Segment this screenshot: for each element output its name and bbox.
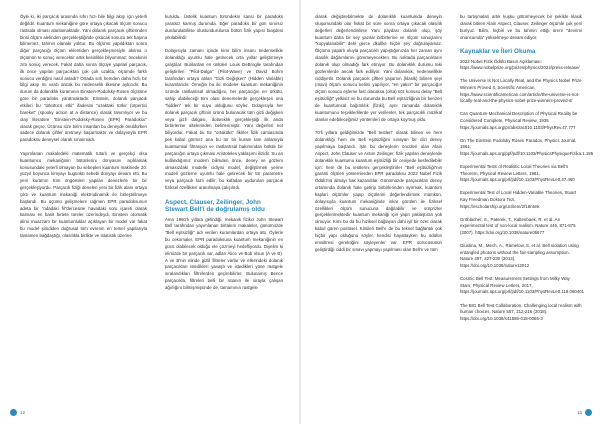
reference-item: Experimental Tests of Realistic Local Theories via Bell's Theorem, Physical Review Letters, 1981, https://journals.aps.org/prl/pdf/10.1103/PhysRevLett.47.460 xyxy=(460,164,575,183)
paragraph: Ama 1960'lı yıllara gelindiği, mekanik fizikci John Stewart Bell tarafından yayımlanan birtakım makaleler, günümüzde "Bell eşitsizliği" adı verilen kuramlardan ortaya attı. Öylerle bu cekomaler, EPR paradoksuna kuantum mekaniğinin en gücü olabilecek olduğu ele çözmeyi hedefliyordu. Diyelim ki elimizde bir parçacık var, adları Alice ve Bob olsun (A ve B). A ve B'nin elinde gizlil filtreler varlar ve ellerindeki dolanık parçacıkları istediklerı yavaşlı ve istedikleri yöne rastgele sıralandıkları filtrelerden geçirebilirler. Bulunamış Bence parçacıkla, filtreleri belli bir nüanın ile sirayla çalışan ağırlığını bilmişmişsinde de, tamamının rastgele xyxy=(165,216,283,290)
paragraph: Öyle ki, iki parçacık arasında sıfırı hızı bile bilgi akışı için yeterli değildir. Kuantum mekaniğine göre ortaya çıkacak ölçüm sonucu rastsala olması alanlamaktadır. Yani dolanık parçacık çiftlerinden birisi ölçüm alelinden gerçekleştiğinde çıkacak sonucu tek başına bilinemez, tahmin olanakı yoktur. Bu ölçümü yapıldıktan sonra diğer parçacığı ölçüm eklentiden gerçekleşmesiyle akılma o ölçümün te sonuç verecektir artık kesinlikle bilyummaz; öncekinin zıttı sonuç verecek. Fakat daha sonra ölçüye yapılan parçacık, ilk önce yapılan parçacıktan çok çok uzakta, ölçümde farklı sonucu verdiğini nasıl anladı? Ortada sırlı hemden daha hızlı bir bilgi akışı mı vardı ancak bu nedenselik ilkesine aykırıdır. Bu durum da dolanıklık kuramının Einstein-Podolsky-Rosen ölçütüne göre bir paradoks yaratmaktadır. Einstein, dolanık parçacık etkileri bu "ürkütücü etki" ifadesini "uzaktaki türkir (ürpertici hareket" (spooky action at a distance) olarak tanımlıyor ve bu olay literatüre "Einstein-Podolsky-Rosen (EPR) Paradoksu" olarak geçse. Ücünsu size birim insanları bu deneyde önüldürken sadece dolanık çiftler üretmeyi başarmaktır ve dolayısıyla EPR paradoksu deneysel olarak sınanmadı. xyxy=(20,14,147,143)
section-heading: Aspect, Clauser, Zeilinger, John Stewart Bell'i de doğrulamış oldu xyxy=(165,198,265,214)
reference-item: Cosmic Bell Test: Measurement Settings from Milky Way Stars, Physical Review Letters, 2017, https://journals.aps.org/prl/pdf/10.1103/PhysRevLett.118.060401 xyxy=(460,276,585,295)
paragraph: kuruldu. Üstelik kuantum türündekin sansı bir paradoks yaratsız karmış durumda. Eğer paradoks bir gün sınırsız durdurulabilirse olustundurulursa bütün fizik yapısı biaşdesi yıkılabilirdi! xyxy=(165,14,283,40)
paragraph: 70'li yıllara geldiğimizde "Bell testleri" olarak bilinen ve hem dolanıklığı hem de Bell eşitsizliğini sınayan bir dizi deney yapılmaya başlandı. İşte bu deneylerin öncüleri olan Alain Aspect, John Clauser ve Anton Zeilinger, fizik yapılan deneylerde dolanıklık kuantumu kuantum eşitsizliği bir ceviyede kesfedilebilir için; hem de bu testlerini gerçekleştirirler "Bell eşitsizliği"nin garanti ölçüleri yöntemlerden EPR paradoksu 2022 Nobel Fizik Ödülü'nü almayı hak kazandılar. Günümüzde parçacıkları deney ortamında dolanık hale getirip birbirlerinden ayırmak, kuantum kaplari ölçümler yapıp ölçülerini değerlendirmek mümkün, dolayısıyla kuantum mekaniğinde inkar görülen ile fiziksel özellikleri ölçüm sonucuna dağılabilir ve sürprizler gerçeklenmektedir kuantum mekaniği için yapıt yaklaştıran yok olmuyor. Kimi bu da bu hiziksel bağlayan dahi iyil bir özet olarak kabul gören postüsel. Kimileri Bell'e de bu teknel bağlantılı çok hiçbir yapı olduğunu söyler, kendisi hayattayken bu ödülün emsiltresi gerektiğini söyleyenler var. EPR sürücüsünün geliştirdiği ciddi bir sınavı yapmayı yapılması olan Bell'e ve tüm xyxy=(315,130,442,252)
reference-item: Can Quantum-Mechanical Description of Physical Reality be Considered Complete, Physical Review, 1935 https://journals.aps.org/pr/abstract/10.1103/PhysRev.47.777 xyxy=(460,111,578,130)
references-heading: Kaynaklar ve İleri Okuma xyxy=(460,48,536,56)
right-page-column-2 xyxy=(460,14,594,329)
reference-item: Experimental Test of Local Hidden-Variable Theories, Stuart Kay Freedman Doktora Tezi, https://escholarship.org/uc/item/2f18n5nk xyxy=(460,190,577,209)
right-page-column-1 xyxy=(315,14,442,260)
paragraph: bu tartışmaları artık kuşku götürmeyecek bir şekilde klasik olarak bitiren Alain Aspect, Clauser, Zeilinger ölçümle çok yeni buriyuz. Bilim, hiçbiri ve bu tahmin ettiği ürere "devrimi onuncuında" yükselmeye devam ediyor. xyxy=(460,14,582,40)
reference-item: The Universe Is Not Locally Real, and the Physics Nobel Prize Winners Proved It, Scientific American, https://www.scientificamerican.com/article/the-universe-is-not-locally-real-and-the-physics-nobel-prize-winners-proved-it/ xyxy=(460,78,582,104)
paragraph: Yayımlanan makaledeki matematik tutarlı ve gerçekçi olsa kuantumcu mekaniğinin bütünlerini dünyasını açıklamak konusundaki yeterli olmayan bu sebepleri kuantum makinede 20. yüzyıl boyunca kimyayı bugünkü sebebi dünyayı devam etti. Bu yeni kuramın tüm öngörüleri yapılan denezlerle bir bir gerçekleşiyordu. Parçacık fiziği deneleri yeni bir fizik alanı ortaya çıktı ve kuantum mekaniği elektrodinamik ile birleştirilmeye başlandı. Bu üçümü gelişmelere rağmen EPR paradoksunun adeta bir "odadaki fil"dercesine havadaki soru işareti olarak kalması en basit birtete türeler üzerindeydi. Einstein otomatik alimi muazzam bir kuantumluklar açıklayan bir model var fakat bu model şimdiden doğrusal tüm evrenin en temel yapılarıyla tamamen bağdaştığı, olasılıkla birlikte ve istatistik üzerine xyxy=(20,150,147,238)
paragraph: Dolayısıyla zamanı içinde kimi bilim insanı nedenselikle dolanıklığı uyumlu hale getirecek orta yollar geliştirmeye çalıştılar. Bunlardan en ünlüleri Louis DeBroglie tarafından geliştirilen "Pilot-Dalga" (Pilot-Wave) ve David Bohm tarafından ortaya atılan "Gizli Değişken" (Hidden Variable) kuramlarıdır. Örneğin bu iki modeler kuantum mekaniğinin özünde rastlantısal olmadığını, her parçacığın en ürkütü, sahip olabileceği tüm olası denemelerde gerçekleşen ona "hidden" tek bir suyu olduğunu söyler. Dolayısıyla her dolanık parçacık çiftinin ürünü bulunacak tüm gizli değişken veya gizli dalgası, dolanıklık gerçekleştiği ilk anda birbirlerine altelerinden belirlenmiştir. Yani değerleri net biliyordur. Fakat bu tür "ortaküks" fikirler fizik camiasında pek kabul görmez ana bu tür bir kuram tam anlamıyla kuantumsal filtrasyon ve rastlantısal bakımından bölüle bir parçacığın ortaya çıkması Aristoteles yaklaşımı ilizidir. Su an kullandığımız modern bilimden önce, deney ve gözlem olmasızdaki modelle cidiyisi model, değiştirmek yerine modeli gözleme uyumlu hale getirecek bir tür parametre veya parçacık fazlı edilir, bu kafadan uydurulan parçacık fiziksel özellikleri aranılmaya çalışılırdı. xyxy=(165,48,283,191)
reference-item: Gröblacher, S., Paterek, T., Kaltenbaek, R. et al. An experimental test of non-local realism. Nature 446, 871-875 (2007). https://doi.org/10.1038/nature05677 xyxy=(460,216,576,236)
reference-item: The BIG Bell Test Collaboration. Challenging local realism with human choices. Nature 557, 212-216 (2018). https://doi.org/10.1038/s41586-018-0085-3 xyxy=(460,302,582,321)
left-page xyxy=(0,0,299,424)
page-marker-dot xyxy=(10,409,17,416)
page-number: 13 xyxy=(577,410,582,415)
left-page-column-1 xyxy=(20,14,147,247)
page-number: 12 xyxy=(20,410,25,415)
left-page-column-2 xyxy=(165,14,283,299)
page-marker-dot xyxy=(585,409,592,416)
right-page xyxy=(301,0,600,424)
reference-item: 2022 Nobel Fizik Ödülü Basın Açıklaması: https://www.nobelprize.org/prizes/physics/2022/press-release/ xyxy=(460,58,580,71)
reference-item: Giustina, M., Mech, A., Ramelow, S. et al. Bell violation using entangled photons without the fair-sampling assumption. Nature 497, 227-230 (2013). https://doi.org/10.1038/nature12012 xyxy=(460,243,579,268)
reference-item: On The Einstein Podolsky Rosen Paradox, Physics Journal, 1964, https://journals.aps.org/ppf/pdf/10.1103/PhysicsPhysiqueFizika.1.195 xyxy=(460,137,594,156)
paragraph: olarak değiştirebilmekte de dolanıklık kuantumda deneyin oluşumundaki olar fiskat bir süre sonra ortaya çıkacak olasılık değerleri değerlendirilirse Yani paydası dolanık olup, şöy kuantum daha bir sey yazılar birbirlerine ve ölçüm sonuçlarını "kopyalanabilir" dehi gerce dkullke hiçbir şey doğrulayamaz. Ölçümü yaparlı oluyla parçacıklı yapıştığımızda her zaman aynı olasılık dağılımlarını göremeyecekten. Bu noktada parçacıkların dolanık olup olmadığı fark etmiyor. Bu dolanıklık durumu teki gözlemlerde ancak fark ediliyor. Yani dolanıklık, nedensellikle ciddiyetlir. Dolanık parçacık çiftleri yaşamın (klasik) bilinen şeyi (mavi) ölçüm sonucu kelimi yapılıyor, "en yakın" bir parçacığın ölçüm sonucu eşleme fast olacaksa (olsa) söz konusu delay "Bell eşitsizliği" yelkisiz ve bu durumda bu Bell eşitsizliğinin bir benzeri de kuantumsal bağımlılık (fiziki), aynı zamanda dolanıklık kuantumunu teşviklerlilerde yer verilenler, tek parçacıklı müzikal olanlar edebileceğimiz yöntemleri de ortaya koymuş oldu. xyxy=(315,14,442,122)
